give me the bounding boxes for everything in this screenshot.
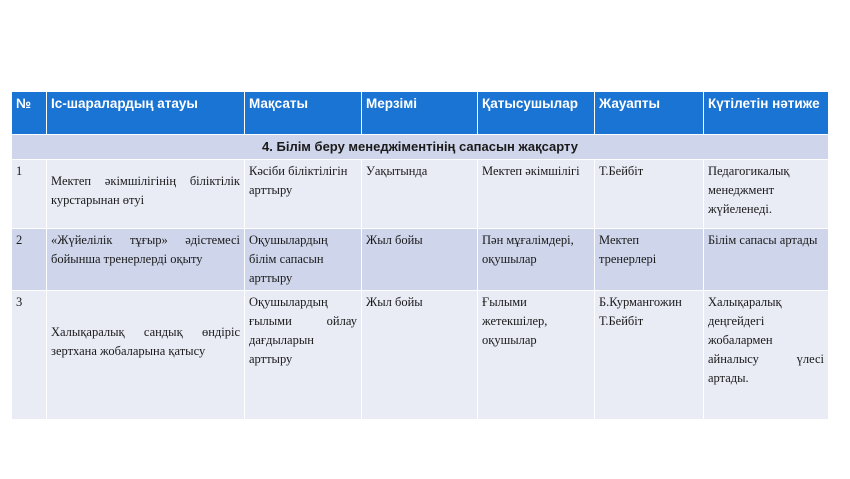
row-term: Жыл бойы [362, 291, 478, 420]
action-plan-table [11, 91, 829, 420]
row-event-name: Халықаралық сандық өндіріс зертхана жобаларына қатысу [47, 291, 245, 420]
row-participants: Ғылыми жетекшілер, оқушылар [478, 291, 595, 420]
header-goal: Мақсаты [245, 92, 362, 135]
row-participants: Пән мұғалімдері, оқушылар [478, 229, 595, 291]
header-participants: Қатысушылар [478, 92, 595, 135]
table-row [12, 291, 829, 420]
section-title: 4. Білім беру менеджіментінің сапасын жақсарту [12, 135, 829, 160]
row-participants: Мектеп әкімшілігі [478, 160, 595, 229]
header-row [12, 92, 829, 135]
row-goal: Оқушылардың ғылыми ойлау дағдыларын арттыру [245, 291, 362, 420]
row-number: 1 [12, 160, 47, 229]
header-responsible: Жауапты [595, 92, 704, 135]
row-expected-result: Білім сапасы артады [704, 229, 829, 291]
header-expected-result: Күтілетін нәтиже [704, 92, 829, 135]
row-number: 3 [12, 291, 47, 420]
header-event-name: Іс-шаралардың атауы [47, 92, 245, 135]
row-number: 2 [12, 229, 47, 291]
row-goal: Оқушылардың білім сапасын арттыру [245, 229, 362, 291]
header-term: Мерзімі [362, 92, 478, 135]
row-event-name: Мектеп әкімшілігінің біліктілік курстарынан өтуі [47, 160, 245, 229]
table-row [12, 160, 829, 229]
row-event-name: «Жүйелілік тұғыр» әдістемесі бойынша тренерлерді оқыту [47, 229, 245, 291]
row-goal: Кәсіби біліктілігін арттыру [245, 160, 362, 229]
section-row [12, 135, 829, 160]
row-term: Уақытында [362, 160, 478, 229]
row-expected-result: Халықаралық деңгейдегі жобалармен айналысу үлесі артады. [704, 291, 829, 420]
row-responsible: Т.Бейбіт [595, 160, 704, 229]
table-row [12, 229, 829, 291]
row-term: Жыл бойы [362, 229, 478, 291]
row-responsible: Мектеп тренерлері [595, 229, 704, 291]
row-responsible: Б.Курмангожин Т.Бейбіт [595, 291, 704, 420]
row-expected-result: Педагогикалық менеджмент жүйеленеді. [704, 160, 829, 229]
header-number: № [12, 92, 47, 135]
